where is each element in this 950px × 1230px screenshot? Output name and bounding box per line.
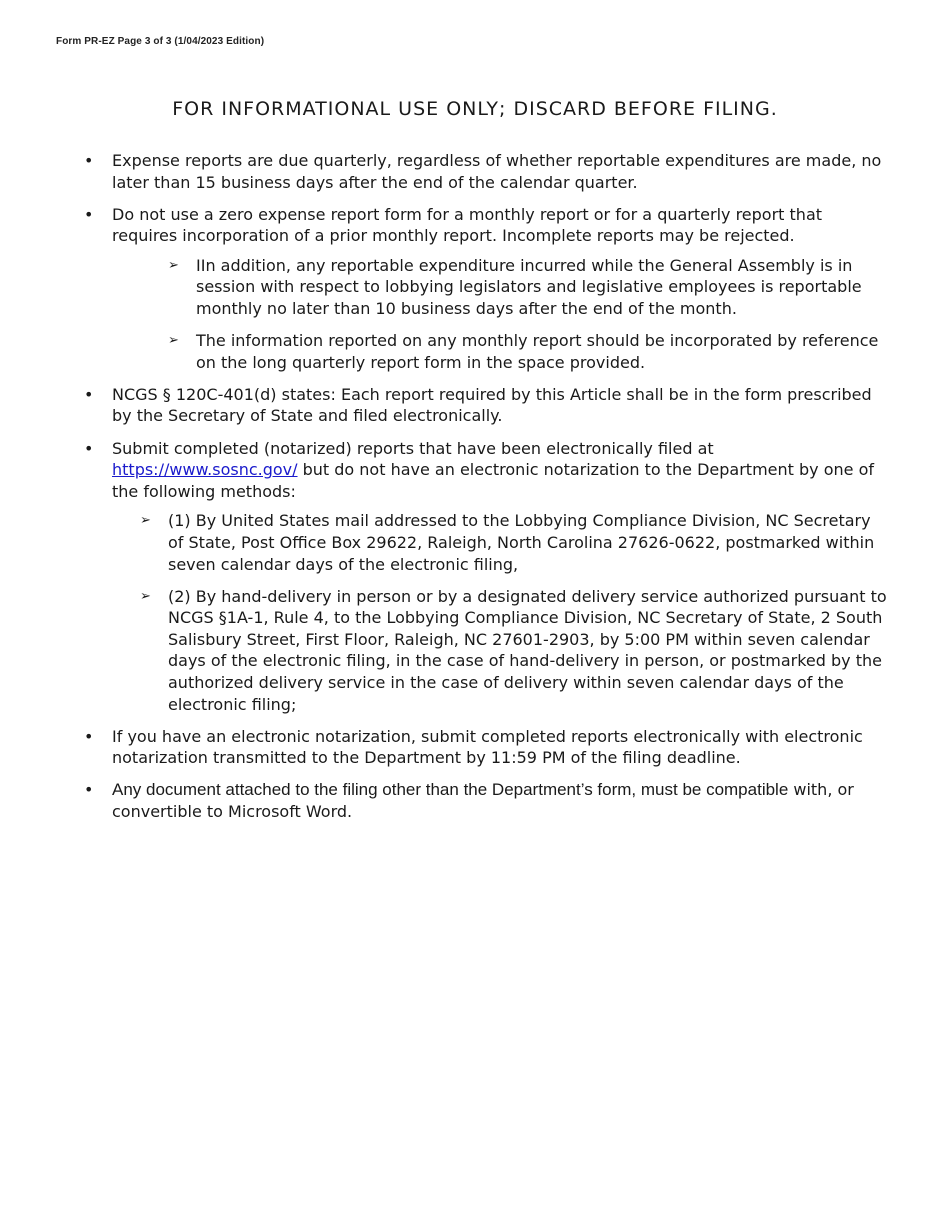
- instruction-text: Do not use a zero expense report form for a monthly report or for a quarterly report that requires incorporation of a prior monthly report. Incomplete reports may be rejected.: [112, 204, 823, 246]
- bullet-icon: •: [84, 726, 94, 746]
- list-item: [82, 438, 890, 716]
- list-item: [82, 150, 890, 193]
- instruction-text: NCGS § 120C-401(d) states: Each report required by this Article shall be in the form prescribed by the Secretary of State and filed electronically.: [112, 384, 872, 426]
- instruction-text-start: Any document attached to the filing other than the Department’s form, must be compatible: [112, 780, 789, 800]
- informational-notice: FOR INFORMATIONAL USE ONLY; DISCARD BEFORE FILING.: [172, 98, 778, 120]
- bullet-icon: •: [84, 780, 94, 800]
- sosnc-website-link[interactable]: https://www.sosnc.gov/: [112, 460, 298, 480]
- sub-list-item: [112, 510, 890, 575]
- sub-list-item: [112, 330, 890, 373]
- sub-instruction-text: IIn addition, any reportable expenditure incurred while the General Assembly is in session with respect to lobbying legislators and legislative employees is reportable monthly no later than 10 business days after the end of the month.: [196, 255, 862, 319]
- sub-instruction-text: (1) By United States mail addressed to the Lobbying Compliance Division, NC Secretary of State, Post Office Box 29622, Raleigh, North Carolina 27626-0622, postmarked within seven calendar days of the electronic filing,: [168, 511, 875, 574]
- instruction-text-end: with, or convertible to Microsoft Word.: [112, 780, 854, 821]
- sub-list-item: [112, 255, 890, 320]
- arrow-bullet-icon: ➢: [168, 257, 179, 273]
- instruction-list: [82, 150, 890, 823]
- sub-list-item: [112, 586, 890, 716]
- instruction-text-end: but do not have an electronic notarization to the Department by one of the following methods:: [112, 460, 874, 501]
- sub-list: [112, 510, 890, 715]
- list-item: [82, 779, 890, 822]
- list-item: [82, 726, 890, 769]
- bullet-icon: •: [84, 438, 94, 458]
- sub-instruction-text: (2) By hand-delivery in person or by a designated delivery service authorized pursuant to NCGS §1A-1, Rule 4, to the Lobbying Compliance Division, NC Secretary of State, 2 South Salisbury Street, First Floor, Raleigh, NC 27601-2903, by 5:00 PM within seven calendar days of the electronic filing, in the case of hand-delivery in person, or postmarked by the authorized delivery service in the case of delivery within seven calendar days of the electronic filing;: [168, 586, 887, 714]
- bullet-icon: •: [84, 204, 94, 224]
- instruction-text: Expense reports are due quarterly, regardless of whether reportable expenditures are made, no later than 15 business days after the end of the calendar quarter.: [112, 151, 882, 192]
- instruction-text: If you have an electronic notarization, submit completed reports electronically with electronic notarization transmitted to the Department by 11:59 PM of the filing deadline.: [112, 726, 863, 768]
- list-item: [82, 204, 890, 374]
- arrow-bullet-icon: ➢: [168, 333, 179, 349]
- instructions-body: [82, 150, 890, 833]
- list-item: [82, 384, 890, 427]
- arrow-bullet-icon: ➢: [140, 588, 151, 604]
- sub-list: [112, 255, 890, 373]
- instruction-text-start: Submit completed (notarized) reports that have been electronically filed at: [112, 438, 714, 458]
- arrow-bullet-icon: ➢: [140, 513, 151, 529]
- sub-instruction-text: The information reported on any monthly report should be incorporated by reference on the long quarterly report form in the space provided.: [196, 331, 879, 372]
- form-header: Form PR-EZ Page 3 of 3 (1/04/2023 Edition): [56, 36, 265, 47]
- bullet-icon: •: [84, 384, 94, 404]
- bullet-icon: •: [84, 151, 94, 170]
